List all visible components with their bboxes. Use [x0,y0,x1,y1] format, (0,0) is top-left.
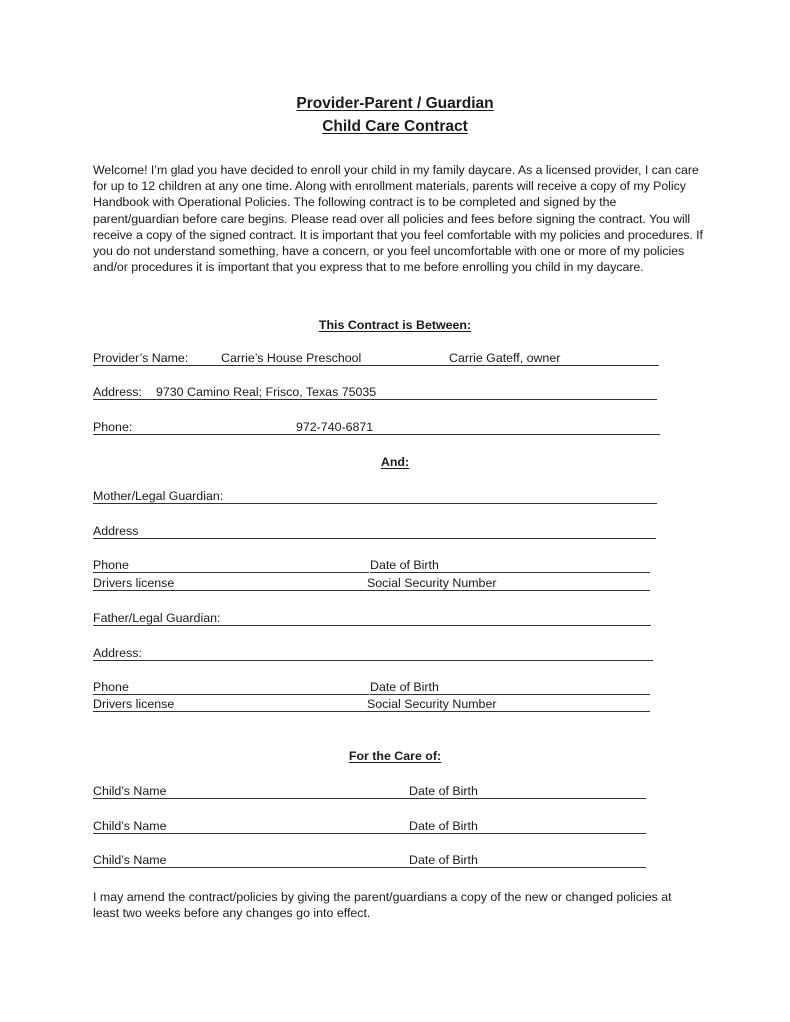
child-dob-label: Date of Birth [409,819,478,833]
mother-license-label: Drivers license [93,576,175,590]
provider-address-value[interactable]: 9730 Camino Real; Frisco, Texas 75035 [156,385,377,399]
child-dob-label: Date of Birth [409,784,478,798]
father-license-row[interactable] [93,696,369,712]
father-dob-row[interactable] [370,679,650,695]
mother-license-row[interactable] [93,575,369,591]
father-phone-line [93,694,369,695]
and-heading: And: [380,455,410,469]
child-1-dob-row[interactable] [409,783,646,799]
child-dob-label: Date of Birth [409,853,478,867]
provider-phone-value[interactable]: 972-740-6871 [296,420,374,434]
father-license-label: Drivers license [93,697,175,711]
intro-paragraph: Welcome! I’m glad you have decided to enroll your child in my family daycare. As a licensed provider, I can care for up to 12 children at any one time. Along with enrollment materials, parents will receive a copy of my Policy Handbook with Operational Policies. The following contract is to be completed and signed by the parent/guardian before care begins. Please read over all policies and fees before signing the contract. You will receive a copy of the signed contract. It is important that you feel comfortable with my policies and procedures. If you do not understand something, have a concern, or you feel uncomfortable with one or more of my policies and/or procedures it is important that you express that to me before enrolling you child in my daycare. [93,163,703,275]
father-phone-row[interactable] [93,679,373,695]
father-address-label: Address: [93,646,142,660]
document-title: Provider-Parent / Guardian [296,95,494,112]
child-1-name-row[interactable] [93,783,409,799]
mother-name-row[interactable] [93,488,657,504]
provider-address-row[interactable] [93,384,657,400]
child-name-label: Child’s Name [93,853,167,867]
mother-dob-label: Date of Birth [370,558,439,572]
mother-address-row[interactable] [93,523,656,539]
mother-ssn-label: Social Security Number [367,576,497,590]
child-3-name-row[interactable] [93,852,409,868]
mother-phone-label: Phone [93,558,129,572]
provider-name-row[interactable] [93,350,659,366]
child-2-name-row[interactable] [93,818,409,834]
father-dob-label: Date of Birth [370,680,439,694]
mother-phone-row[interactable] [93,557,373,573]
care-heading: For the Care of: [348,749,442,763]
provider-address-label: Address: [93,385,142,399]
child-2-dob-row[interactable] [409,818,646,834]
mother-address-line [93,538,656,539]
document-subtitle: Child Care Contract [322,118,468,135]
provider-name-value[interactable]: Carrie’s House Preschool [221,351,362,365]
provider-owner-value[interactable]: Carrie Gateff, owner [449,351,561,365]
father-address-row[interactable] [93,645,653,661]
child-name-label: Child’s Name [93,784,167,798]
provider-name-label: Provider’s Name: [93,351,189,365]
child-3-dob-row[interactable] [409,852,646,868]
mother-dob-row[interactable] [370,557,650,573]
mother-name-label: Mother/Legal Guardian: [93,489,224,503]
father-ssn-row[interactable] [367,696,650,712]
closing-paragraph: I may amend the contract/policies by giving the parent/guardians a copy of the new or changed policies at least two weeks before any changes go into effect. [93,890,672,921]
provider-phone-line [93,434,660,435]
mother-address-label: Address [93,524,139,538]
father-name-label: Father/Legal Guardian: [93,611,221,625]
mother-phone-line [93,572,369,573]
father-address-line [93,660,653,661]
between-heading: This Contract is Between: [318,318,472,332]
child-name-label: Child’s Name [93,819,167,833]
mother-ssn-row[interactable] [367,575,650,591]
father-name-row[interactable] [93,610,651,626]
provider-phone-row[interactable] [93,419,660,435]
provider-phone-label: Phone: [93,420,133,434]
father-phone-label: Phone [93,680,129,694]
father-ssn-label: Social Security Number [367,697,497,711]
